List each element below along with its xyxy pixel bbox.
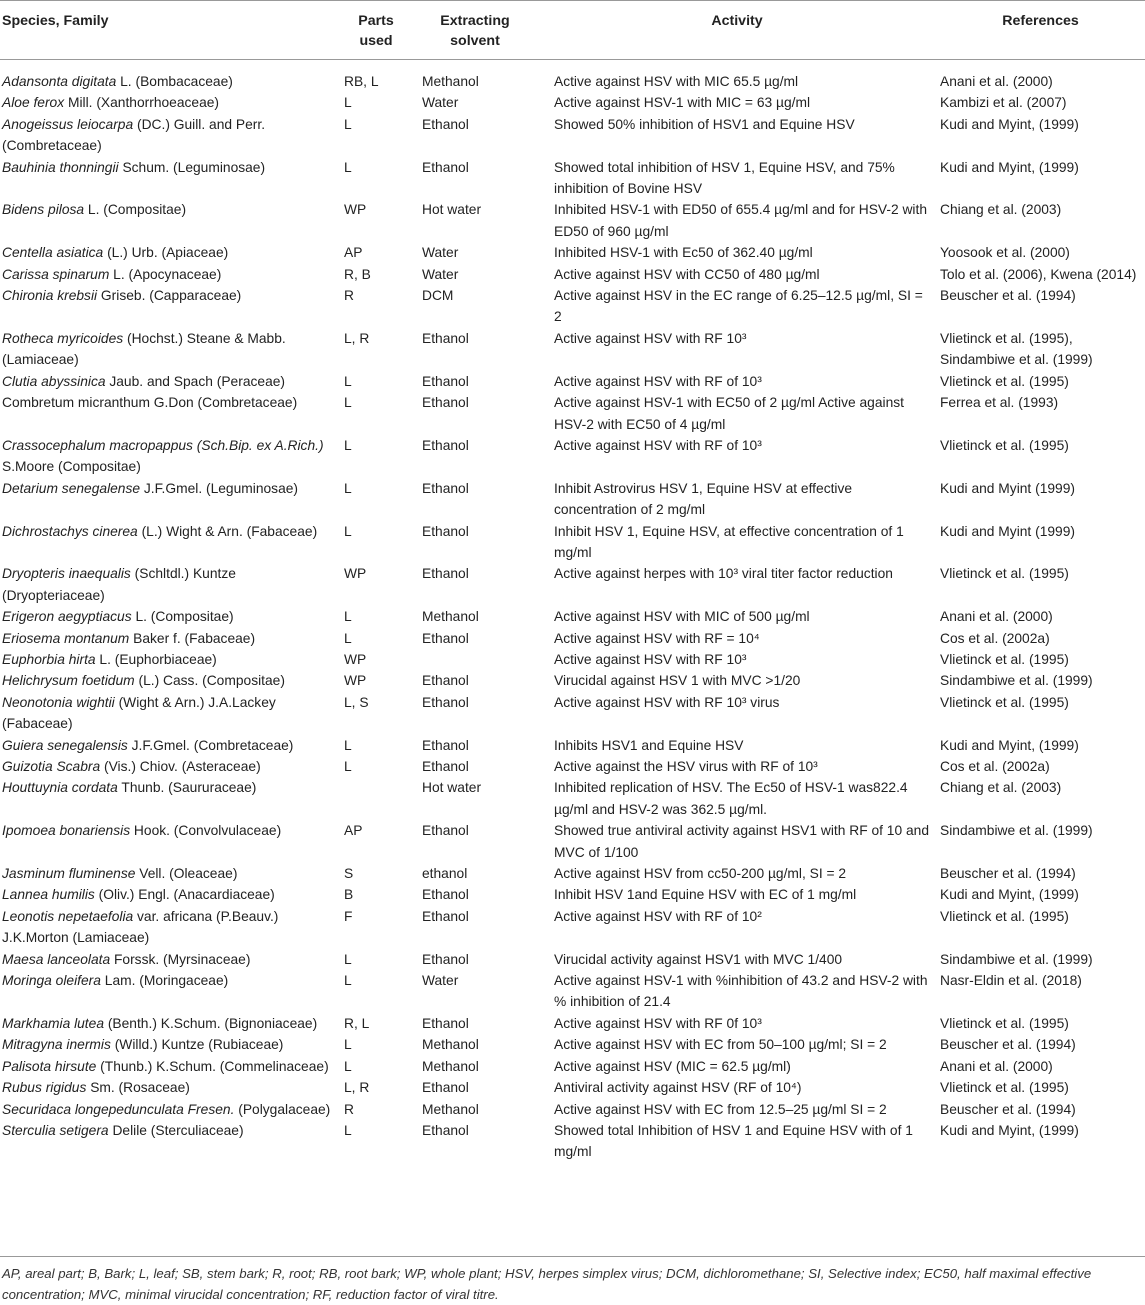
cell-species — [0, 756, 340, 777]
cell-parts: WP — [344, 673, 367, 689]
cell-activity: Active against HSV with RF 0f 10³ — [554, 1015, 762, 1031]
table-row — [0, 1056, 1145, 1077]
cell-parts: L — [344, 373, 352, 389]
cell-solvent: Ethanol — [422, 116, 469, 132]
cell-parts: B — [344, 887, 354, 903]
cell-species — [0, 670, 340, 691]
cell-activity: Inhibit HSV 1and Equine HSV with EC of 1 mg/ml — [554, 887, 857, 903]
cell-solvent: Methanol — [422, 1037, 479, 1053]
cell-parts: L — [344, 1122, 352, 1138]
cell-species — [0, 114, 340, 157]
cell-solvent: Water — [422, 245, 459, 261]
cell-species — [0, 1099, 340, 1120]
cell-reference: Anani et al. (2000) — [940, 74, 1053, 89]
cell-species — [0, 328, 340, 371]
cell-reference: Vlietinck et al. (1995) — [940, 1080, 1069, 1096]
cell-activity: Inhibit Astrovirus HSV 1, Equine HSV at effective concentration of 2 mg/ml — [554, 480, 853, 518]
table-row — [0, 371, 1145, 392]
cell-parts: L — [344, 951, 352, 967]
table-row — [0, 563, 1145, 606]
table-row — [0, 264, 1145, 285]
cell-reference: Vlietinck et al. (1995) — [940, 437, 1069, 453]
cell-activity: Active against the HSV virus with RF of 10³ — [554, 759, 818, 774]
cell-parts — [340, 777, 412, 820]
species-name: Erigeron aegyptiacus — [2, 609, 132, 625]
cell-parts: L — [344, 609, 352, 625]
cell-reference: Kudi and Myint, (1999) — [940, 159, 1079, 175]
table-row — [0, 970, 1145, 1013]
cell-reference: Kudi and Myint, (1999) — [940, 737, 1079, 753]
cell-species — [0, 884, 340, 905]
cell-species — [0, 649, 340, 670]
species-authority-family: (DC.) Guill. and Perr. (Combretaceae) — [2, 116, 266, 154]
cell-activity: Showed 50% inhibition of HSV1 and Equine HSV — [554, 116, 855, 132]
cell-activity: Active against HSV-1 with MIC = 63 µg/ml — [554, 95, 811, 111]
header-row — [0, 1, 1145, 60]
cell-parts: L — [344, 759, 352, 774]
table-row — [0, 199, 1145, 242]
header-activity: Activity — [711, 13, 763, 29]
cell-parts: AP — [344, 245, 363, 261]
cell-activity: Active against HSV with RF 10³ — [554, 651, 747, 667]
cell-species — [0, 521, 340, 564]
cell-parts: L, R — [344, 330, 370, 346]
cell-activity: Inhibit HSV 1, Equine HSV, at effective concentration of 1 mg/ml — [554, 523, 904, 560]
cell-reference: Vlietinck et al. (1995) — [940, 694, 1069, 710]
table-row — [0, 777, 1145, 820]
cell-parts: WP — [344, 202, 367, 218]
species-name: Rubus rigidus — [2, 1080, 87, 1096]
cell-solvent: Methanol — [422, 1101, 479, 1117]
species-name: Securidaca longepedunculata Fresen. — [2, 1101, 235, 1117]
species-name: Detarium senegalense — [2, 480, 141, 496]
cell-species — [0, 970, 340, 1013]
species-name: Markhamia lutea — [2, 1015, 104, 1031]
table-row — [0, 820, 1145, 863]
cell-parts: R, B — [344, 266, 371, 282]
cell-solvent: Ethanol — [422, 887, 469, 903]
table-row — [0, 521, 1145, 564]
cell-parts: F — [344, 908, 353, 924]
table-row — [0, 884, 1145, 905]
cell-solvent: Water — [422, 973, 459, 989]
species-authority-family: (Wight & Arn.) J.A.Lackey (Fabaceae) — [2, 694, 276, 732]
cell-solvent: Ethanol — [422, 480, 469, 496]
cell-activity: Active against HSV with CC50 of 480 µg/ml — [554, 266, 820, 282]
table-row — [0, 949, 1145, 970]
table-header — [0, 1, 1145, 60]
cell-reference: Anani et al. (2000) — [940, 1058, 1053, 1074]
table-row — [0, 478, 1145, 521]
species-authority-family: Delile (Sterculiaceae) — [108, 1122, 244, 1138]
cell-species — [0, 606, 340, 627]
cell-species — [0, 285, 340, 328]
cell-species — [0, 199, 340, 242]
species-authority-family: (L.) Urb. (Apiaceae) — [103, 245, 229, 261]
cell-activity: Active against HSV with RF of 10³ — [554, 437, 762, 453]
cell-activity: Showed total Inhibition of HSV 1 and Equine HSV with of 1 mg/ml — [554, 1122, 913, 1160]
cell-solvent: Water — [422, 266, 459, 282]
species-name: Maesa lanceolata — [2, 951, 111, 967]
species-name: Jasminum fluminense — [2, 866, 136, 882]
table-row — [0, 606, 1145, 627]
cell-activity: Showed true antiviral activity against HSV1 with RF of 10 and MVC of 1/100 — [554, 823, 930, 860]
species-authority-family: (Schltdl.) Kuntze (Dryopteriaceae) — [2, 566, 236, 603]
species-authority-family: L. (Compositae) — [131, 609, 234, 625]
cell-activity: Active against HSV with MIC of 500 µg/ml — [554, 609, 810, 625]
cell-reference: Yoosook et al. (2000) — [940, 245, 1070, 261]
species-name: Lannea humilis — [2, 887, 95, 903]
cell-reference: Sindambiwe et al. (1999) — [940, 673, 1093, 689]
cell-reference: Vlietinck et al. (1995) — [940, 566, 1069, 582]
cell-reference: Vlietinck et al. (1995) — [940, 908, 1069, 924]
cell-solvent: Ethanol — [422, 823, 469, 839]
species-name: Helichrysum foetidum — [2, 673, 135, 689]
cell-solvent: Ethanol — [422, 1080, 469, 1096]
cell-species — [0, 435, 340, 478]
cell-activity: Antiviral activity against HSV (RF of 10⁴) — [554, 1080, 802, 1096]
table-row — [0, 114, 1145, 157]
cell-activity: Showed total inhibition of HSV 1, Equine HSV, and 75% inhibition of Bovine HSV — [554, 159, 895, 197]
species-authority-family: Vell. (Oleaceae) — [135, 866, 238, 882]
species-name: Clutia abyssinica — [2, 373, 106, 389]
cell-reference: Kambizi et al. (2007) — [940, 95, 1067, 111]
cell-activity: Active against HSV in the EC range of 6.25–12.5 µg/ml, SI = 2 — [554, 288, 923, 325]
cell-activity: Virucidal activity against HSV1 with MVC 1/400 — [554, 951, 843, 967]
footnote-text: AP, areal part; B, Bark; L, leaf; SB, stem bark; R, root; RB, root bark; WP, whole plant; HSV, herpes simplex virus; DCM, dichloromethane; SI, Selective index; EC50, half maximal effective concentration; MVC, minimal virucidal concentration; RF, reduction factor of viral titre. — [2, 1266, 1092, 1302]
species-name: Bauhinia thonningii — [2, 159, 119, 175]
cell-solvent: Ethanol — [422, 395, 469, 411]
cell-activity: Active against HSV with EC from 12.5–25 µg/ml SI = 2 — [554, 1101, 887, 1117]
cell-species — [0, 1013, 340, 1034]
cell-reference: Vlietinck et al. (1995) — [940, 651, 1069, 667]
cell-activity: Active against HSV-1 with %inhibition of 43.2 and HSV-2 with % inhibition of 21.4 — [554, 973, 928, 1010]
cell-activity: Active against HSV with RF 10³ — [554, 330, 747, 346]
cell-solvent: Ethanol — [422, 330, 469, 346]
header-parts: Parts used — [358, 13, 394, 49]
species-authority-family: (Hochst.) Steane & Mabb. (Lamiaceae) — [2, 330, 286, 368]
table-row — [0, 1013, 1145, 1034]
species-authority-family: (Polygalaceae) — [234, 1101, 331, 1117]
cell-reference: Chiang et al. (2003) — [940, 202, 1062, 218]
species-authority-family: Mill. (Xanthorrhoeaceae) — [64, 95, 220, 111]
cell-parts: L — [344, 159, 352, 175]
cell-solvent: Methanol — [422, 74, 479, 89]
cell-reference: Kudi and Myint, (1999) — [940, 1122, 1079, 1138]
cell-solvent — [412, 649, 538, 670]
cell-activity: Active against HSV (MIC = 62.5 µg/ml) — [554, 1058, 791, 1074]
cell-species — [0, 157, 340, 200]
species-authority-family: J.F.Gmel. (Combretaceae) — [127, 737, 294, 753]
cell-activity: Inhibited replication of HSV. The Ec50 of HSV-1 was822.4 µg/ml and HSV-2 was 362.5 µg/ml. — [554, 780, 908, 817]
cell-species — [0, 820, 340, 863]
species-name: Mitragyna inermis — [2, 1037, 111, 1053]
cell-activity: Active against HSV with RF of 10³ — [554, 373, 762, 389]
species-authority-family: (Benth.) K.Schum. (Bignoniaceae) — [104, 1015, 318, 1031]
species-authority-family: Schum. (Leguminosae) — [118, 159, 266, 175]
header-references: References — [1002, 13, 1079, 29]
cell-parts: L — [344, 437, 352, 453]
species-authority-family: Forssk. (Myrsinaceae) — [110, 951, 251, 967]
cell-reference: Vlietinck et al. (1995) — [940, 1015, 1069, 1031]
species-name: Neonotonia wightii — [2, 694, 115, 710]
cell-reference: Cos et al. (2002a) — [940, 630, 1050, 646]
cell-species — [0, 1056, 340, 1077]
species-authority-family: var. africana (P.Beauv.) J.K.Morton (Lamiaceae) — [2, 908, 279, 946]
cell-reference: Beuscher et al. (1994) — [940, 288, 1076, 304]
species-name: Chironia krebsii — [2, 288, 98, 304]
species-name: Leonotis nepetaefolia — [2, 908, 134, 924]
cell-activity: Active against HSV with RF 10³ virus — [554, 694, 780, 710]
cell-parts: L — [344, 630, 352, 646]
cell-reference: Kudi and Myint, (1999) — [940, 887, 1079, 903]
cell-parts: L — [344, 737, 352, 753]
species-authority-family: S.Moore (Compositae) — [2, 459, 141, 475]
species-authority-family: L. (Bombacaceae) — [116, 74, 233, 89]
cell-reference: Vlietinck et al. (1995), Sindambiwe et al. (1999) — [940, 330, 1093, 368]
cell-activity: Virucidal against HSV 1 with MVC >1/20 — [554, 673, 801, 689]
cell-parts: R — [344, 1101, 354, 1117]
cell-reference: Cos et al. (2002a) — [940, 759, 1050, 774]
cell-activity: Active against HSV with RF = 10⁴ — [554, 630, 760, 646]
cell-reference: Sindambiwe et al. (1999) — [940, 951, 1093, 967]
table-row — [0, 906, 1145, 949]
cell-activity: Active against herpes with 10³ viral titer factor reduction — [554, 566, 893, 582]
cell-species — [0, 906, 340, 949]
species-name: Ipomoea bonariensis — [2, 823, 131, 839]
species-authority-family: Griseb. (Capparaceae) — [97, 288, 242, 304]
cell-activity: Active against HSV with MIC 65.5 µg/ml — [554, 74, 799, 89]
cell-species — [0, 1120, 340, 1163]
cell-species — [0, 863, 340, 884]
cell-solvent: Hot water — [422, 780, 482, 796]
table-row — [0, 92, 1145, 113]
cell-parts: L — [344, 523, 352, 539]
species-authority-family: L. (Compositae) — [84, 202, 187, 218]
species-name: Dichrostachys cinerea — [2, 523, 138, 539]
cell-solvent: Ethanol — [422, 437, 469, 453]
species-authority-family: Baker f. (Fabaceae) — [129, 630, 256, 646]
species-authority-family: Lam. (Moringaceae) — [100, 973, 229, 989]
table-row — [0, 1077, 1145, 1098]
cell-reference: Beuscher et al. (1994) — [940, 866, 1076, 882]
cell-species — [0, 371, 340, 392]
cell-solvent: Ethanol — [422, 1015, 469, 1031]
cell-parts: R — [344, 288, 354, 304]
cell-reference: Anani et al. (2000) — [940, 609, 1053, 625]
cell-parts: L — [344, 116, 352, 132]
cell-solvent: Water — [422, 95, 459, 111]
table-row — [0, 628, 1145, 649]
species-name: Moringa oleifera — [2, 973, 101, 989]
cell-reference: Kudi and Myint (1999) — [940, 480, 1075, 496]
cell-species — [0, 563, 340, 606]
table-row — [0, 735, 1145, 756]
cell-solvent: Ethanol — [422, 694, 469, 710]
species-authority-family: L. (Euphorbiaceae) — [95, 651, 217, 667]
species-authority-family: J.F.Gmel. (Leguminosae) — [140, 480, 299, 496]
cell-reference: Sindambiwe et al. (1999) — [940, 823, 1093, 839]
cell-reference: Vlietinck et al. (1995) — [940, 373, 1069, 389]
table-row — [0, 649, 1145, 670]
species-name: Centella asiatica — [2, 245, 104, 261]
cell-parts: WP — [344, 566, 367, 582]
cell-parts: RB, L — [344, 74, 379, 89]
table-row — [0, 692, 1145, 735]
cell-species — [0, 777, 340, 820]
cell-reference: Ferrea et al. (1993) — [940, 395, 1059, 411]
cell-reference: Beuscher et al. (1994) — [940, 1037, 1076, 1053]
species-name: Eriosema montanum — [2, 630, 130, 646]
cell-solvent: Ethanol — [422, 673, 469, 689]
cell-solvent: Ethanol — [422, 908, 469, 924]
species-authority-family: (Oliv.) Engl. (Anacardiaceae) — [94, 887, 275, 903]
cell-species — [0, 60, 340, 93]
cell-parts: L — [344, 480, 352, 496]
cell-species — [0, 949, 340, 970]
species-authority-family: Jaub. and Spach (Peraceae) — [105, 373, 286, 389]
cell-parts: L — [344, 95, 352, 111]
species-name: Aloe ferox — [2, 95, 65, 111]
species-authority-family: L. (Apocynaceae) — [109, 266, 222, 282]
cell-reference: Beuscher et al. (1994) — [940, 1101, 1076, 1117]
cell-species — [0, 242, 340, 263]
table-body — [0, 60, 1145, 1163]
cell-solvent: Ethanol — [422, 1122, 469, 1138]
cell-parts: L — [344, 973, 352, 989]
table-row — [0, 328, 1145, 371]
species-authority-family: (Vis.) Chiov. (Asteraceae) — [100, 759, 261, 774]
cell-activity: Inhibits HSV1 and Equine HSV — [554, 737, 744, 753]
header-solvent: Extracting solvent — [440, 13, 510, 49]
table-row — [0, 157, 1145, 200]
cell-species — [0, 692, 340, 735]
species-name: Guiera senegalensis — [2, 737, 128, 753]
cell-reference: Kudi and Myint (1999) — [940, 523, 1075, 539]
header-species: Species, Family — [2, 13, 109, 29]
cell-solvent: Ethanol — [422, 523, 469, 539]
cell-parts: R, L — [344, 1015, 370, 1031]
table-row — [0, 756, 1145, 777]
cell-reference: Chiang et al. (2003) — [940, 780, 1062, 796]
species-name: Palisota hirsute — [2, 1058, 97, 1074]
cell-species — [0, 478, 340, 521]
cell-solvent: Ethanol — [422, 630, 469, 646]
cell-solvent: Ethanol — [422, 737, 469, 753]
table-row — [0, 242, 1145, 263]
cell-solvent: Methanol — [422, 609, 479, 625]
cell-activity: Active against HSV with RF of 10² — [554, 908, 762, 924]
species-authority-family: Combretum micranthum G.Don (Combretaceae) — [2, 395, 298, 411]
cell-parts: L, R — [344, 1080, 370, 1096]
species-name: Houttuynia cordata — [2, 780, 118, 796]
cell-parts: S — [344, 866, 354, 882]
species-name: Anogeissus leiocarpa — [2, 116, 134, 132]
cell-activity: Active against HSV-1 with EC50 of 2 µg/ml Active against HSV-2 with EC50 of 4 µg/ml — [554, 395, 904, 432]
cell-solvent: Hot water — [422, 202, 482, 218]
cell-reference: Nasr-Eldin et al. (2018) — [940, 973, 1082, 989]
table-row — [0, 285, 1145, 328]
cell-solvent: Ethanol — [422, 759, 469, 774]
cell-parts: AP — [344, 823, 363, 839]
cell-solvent: DCM — [422, 288, 454, 304]
species-authority-family: Sm. (Rosaceae) — [86, 1080, 190, 1096]
table-row — [0, 1034, 1145, 1055]
cell-parts: L — [344, 395, 352, 411]
cell-activity: Inhibited HSV-1 with Ec50 of 362.40 µg/ml — [554, 245, 813, 261]
table-row — [0, 863, 1145, 884]
cell-reference: Tolo et al. (2006), Kwena (2014) — [940, 266, 1137, 282]
cell-solvent: Ethanol — [422, 951, 469, 967]
cell-species — [0, 264, 340, 285]
cell-species — [0, 735, 340, 756]
cell-parts: L — [344, 1037, 352, 1053]
table-row — [0, 60, 1145, 93]
table-row — [0, 670, 1145, 691]
cell-species — [0, 1077, 340, 1098]
species-name: Sterculia setigera — [2, 1122, 109, 1138]
cell-solvent: Methanol — [422, 1058, 479, 1074]
cell-activity: Active against HSV from cc50-200 µg/ml, SI = 2 — [554, 866, 847, 882]
species-name: Adansonta digitata — [2, 74, 117, 89]
cell-activity: Active against HSV with EC from 50–100 µg/ml; SI = 2 — [554, 1037, 887, 1053]
cell-species — [0, 1034, 340, 1055]
cell-species — [0, 92, 340, 113]
species-authority-family: Hook. (Convolvulaceae) — [130, 823, 282, 839]
table-row — [0, 1120, 1145, 1163]
table-row — [0, 1099, 1145, 1120]
cell-reference: Kudi and Myint, (1999) — [940, 116, 1079, 132]
species-authority-family: (L.) Wight & Arn. (Fabaceae) — [137, 523, 318, 539]
cell-parts: L — [344, 1058, 352, 1074]
species-authority-family: (Willd.) Kuntze (Rubiaceae) — [110, 1037, 284, 1053]
cell-parts: L, S — [344, 694, 369, 710]
table-row — [0, 392, 1145, 435]
cell-solvent: Ethanol — [422, 373, 469, 389]
cell-solvent: Ethanol — [422, 159, 469, 175]
table-footnote — [0, 1256, 1145, 1305]
species-name: Guizotia Scabra — [2, 759, 101, 774]
species-name: Crassocephalum macropappus (Sch.Bip. ex A.Rich.) — [2, 437, 324, 453]
species-authority-family: (Thunb.) K.Schum. (Commelinaceae) — [96, 1058, 329, 1074]
table-row — [0, 435, 1145, 478]
species-name: Carissa spinarum — [2, 266, 110, 282]
species-authority-family: (L.) Cass. (Compositae) — [134, 673, 285, 689]
cell-parts: WP — [344, 651, 367, 667]
cell-solvent: ethanol — [422, 866, 468, 882]
species-authority-family: Thunb. (Saururaceae) — [117, 780, 257, 796]
cell-species — [0, 392, 340, 435]
species-name: Bidens pilosa — [2, 202, 85, 218]
cell-activity: Inhibited HSV-1 with ED50 of 655.4 µg/ml and for HSV-2 with ED50 of 960 µg/ml — [554, 202, 927, 239]
cell-species — [0, 628, 340, 649]
species-name: Rotheca myricoides — [2, 330, 124, 346]
species-name: Dryopteris inaequalis — [2, 566, 131, 582]
species-name: Euphorbia hirta — [2, 651, 96, 667]
cell-solvent: Ethanol — [422, 566, 469, 582]
